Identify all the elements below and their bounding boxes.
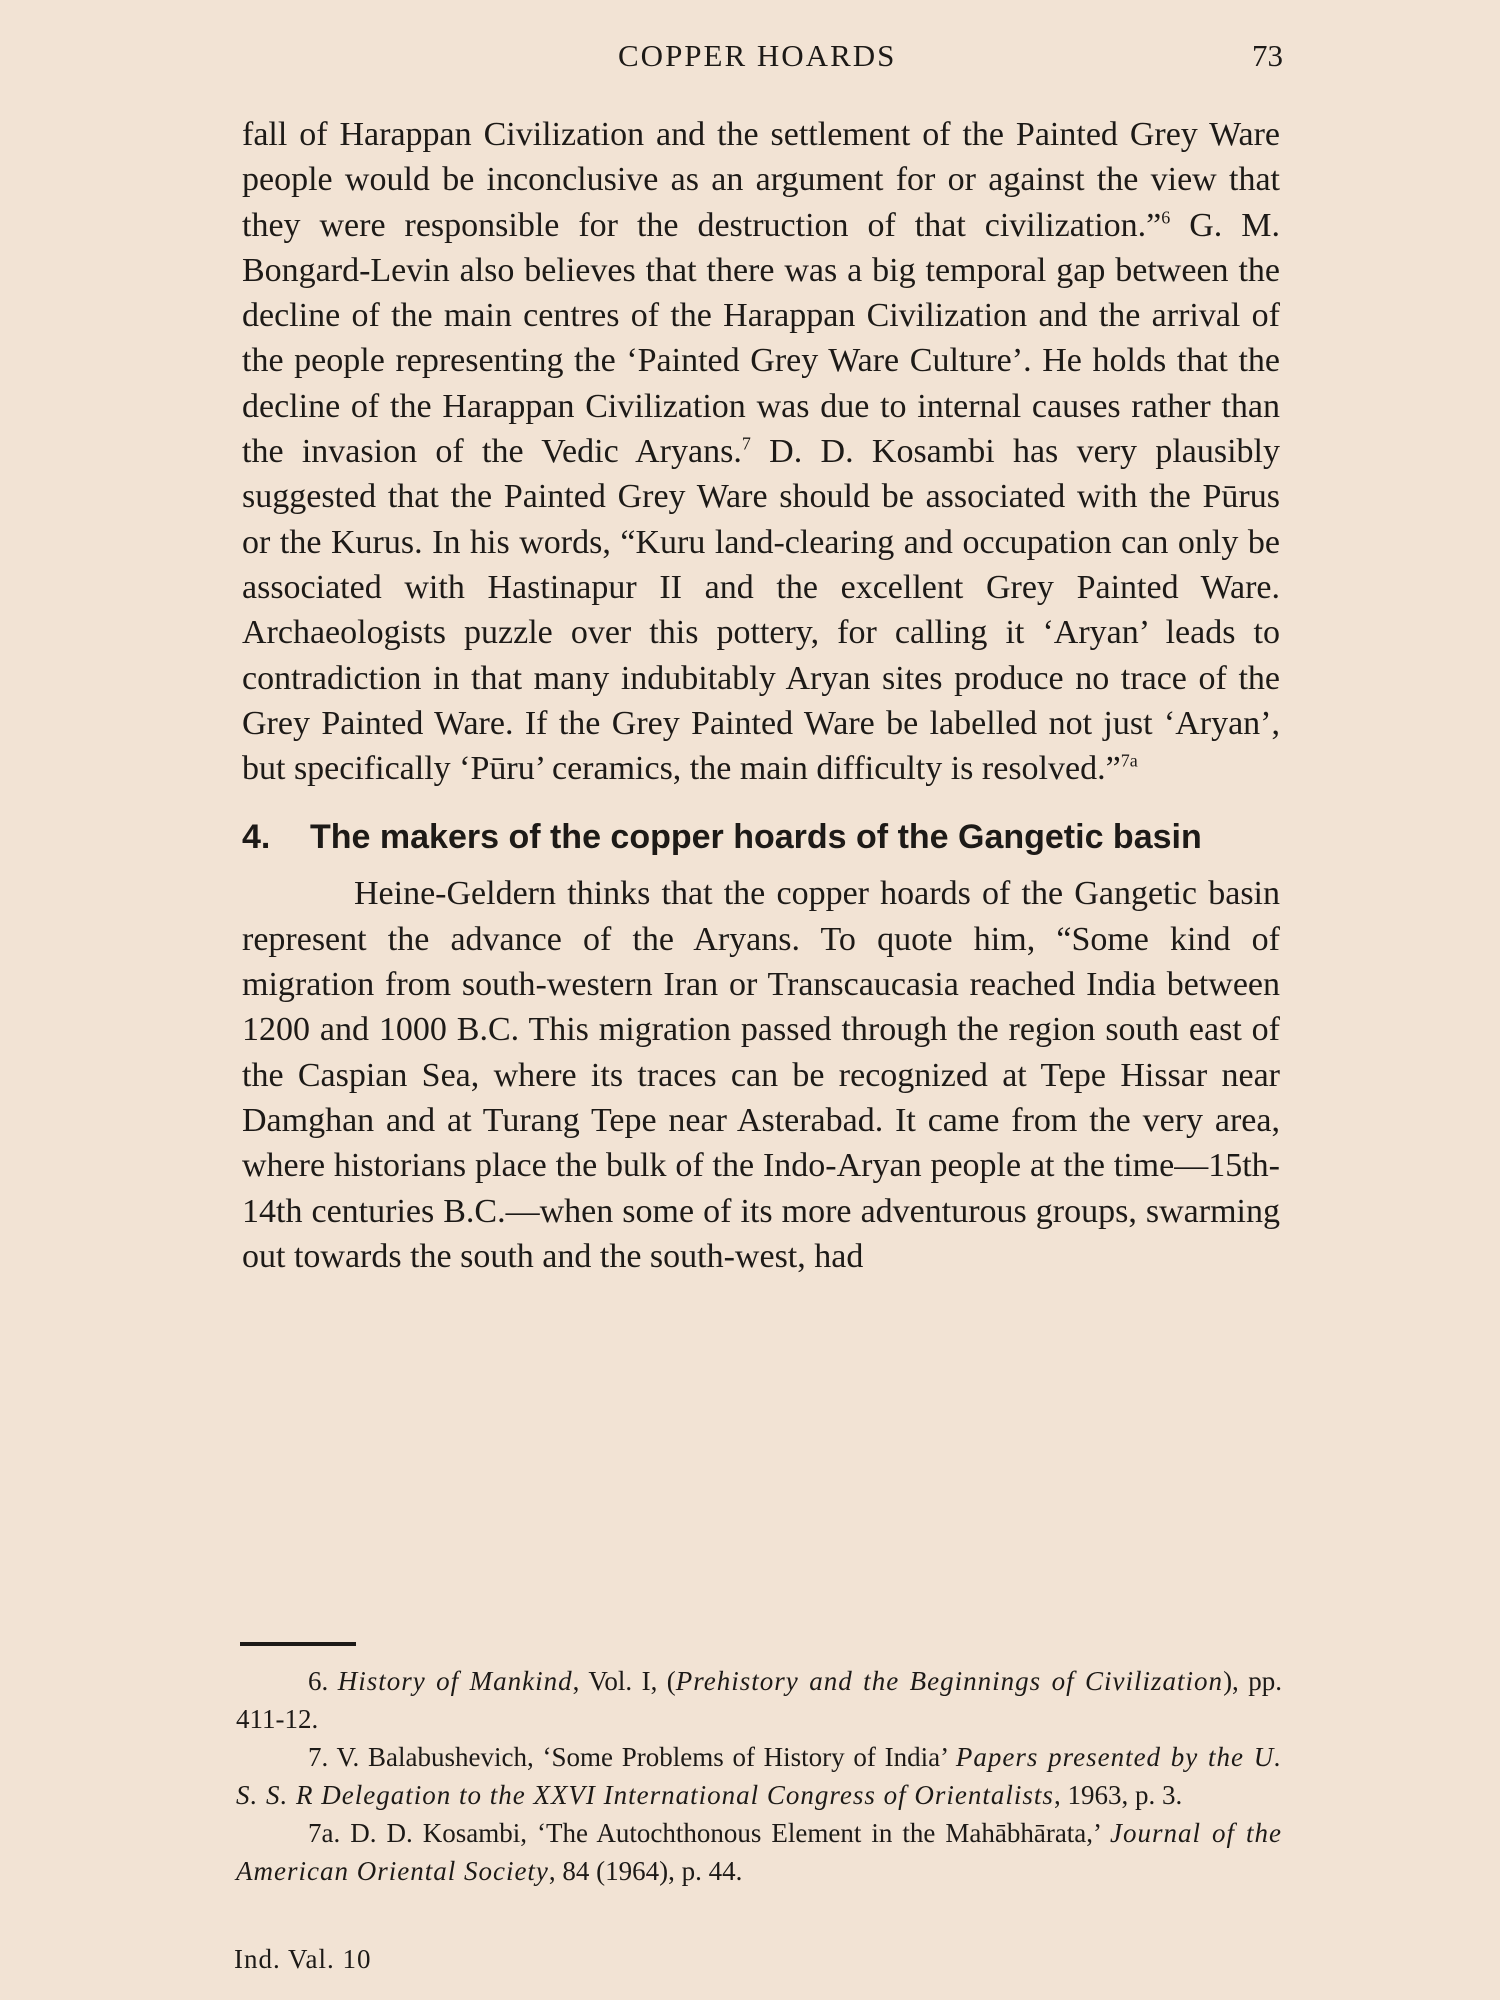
- footnote-7a: [236, 1814, 1282, 1890]
- footnote-number: 7a.: [308, 1818, 341, 1848]
- footnote-ref-7: 7: [741, 433, 751, 454]
- running-head-title: COPPER HOARDS: [618, 38, 897, 73]
- paragraph-text: G. M. Bongard-Levin also believes that there was a big temporal gap between the decline of the main centres of the Harappan Civilization and the arrival of the people representing the ‘Painted Grey Ware Culture’. He holds that the decline of the Harappan Civilization was due to internal causes rather than the invasion of the Vedic Aryans.: [242, 206, 1280, 471]
- footnotes: [236, 1662, 1282, 1890]
- footnote-text: V. Balabushevich, ‘Some Problems of History of India’: [336, 1742, 956, 1772]
- section-heading: [242, 817, 1280, 857]
- footnote-journal: Journal of the American Oriental Society: [236, 1818, 1283, 1886]
- footnote-text: , 1963, p. 3.: [1053, 1780, 1183, 1810]
- paragraph: Heine-Geldern thinks that the copper hoards of the Gangetic basin represent the advance of the Aryans. To quote him, “Some kind of migration from south-western Iran or Transcaucasia reached India between 1200 and 1000 B.C. This migration passed through the region south east of the Caspian Sea, where its traces can be recognized at Tepe Hissar near Damghan and at Turang Tepe near Asterabad. It came from the very area, where historians place the bulk of the Indo-Aryan people at the time—15th-14th centuries B.C.—when some of its more adventurous groups, swarming out towards the south and the south-west, had: [242, 875, 1280, 1275]
- paragraph-continued: [242, 112, 1280, 791]
- footnote-text: ), pp. 411-12.: [236, 1666, 1283, 1734]
- footnote-ref-7a: 7a: [1120, 750, 1138, 771]
- footnote-rule: [240, 1642, 356, 1646]
- running-head: [0, 28, 1500, 88]
- footnote-text: , 84 (1964), p. 44.: [548, 1856, 743, 1886]
- footnote-number: 6.: [308, 1666, 329, 1696]
- footnote-7: [236, 1738, 1282, 1814]
- footnote-ref-6: 6: [1161, 207, 1171, 228]
- printer-signature: Ind. Val. 10: [234, 1944, 372, 1974]
- body-text: [242, 112, 1280, 1279]
- footnote-book-title: History of Mankind: [337, 1666, 573, 1696]
- section-number: 4.: [242, 818, 271, 857]
- page-number: 73: [1252, 38, 1283, 73]
- footnote-number: 7.: [308, 1742, 329, 1772]
- footnote-6: [236, 1662, 1282, 1738]
- paragraph-text: fall of Harappan Civilization and the settlement of the Painted Grey Ware people would be inconclusive as an argument for or against the view that they were responsible for the destruction of that civilization.”: [242, 116, 1280, 244]
- footnote-text: , Vol. I, (: [572, 1666, 676, 1696]
- footnote-subtitle: Prehistory and the Beginnings of Civilization: [675, 1666, 1224, 1696]
- footnote-text: D. D. Kosambi, ‘The Autochthonous Element in the Mahābhārata,’: [350, 1818, 1111, 1848]
- paragraph-text: D. D. Kosambi has very plausibly suggested that the Painted Grey Ware should be associated with the Pūrus or the Kurus. In his words, “Kuru land-clearing and occupation can only be associated with Hastinapur II and the excellent Grey Painted Ware. Archaeologists puzzle over this pottery, for calling it ‘Aryan’ leads to contradiction in that many indubitably Aryan sites produce no trace of the Grey Painted Ware. If the Grey Painted Ware be labelled not just ‘Aryan’, but specifically ‘Pūru’ ceramics, the main difficulty is resolved.”: [242, 433, 1281, 788]
- section-title: The makers of the copper hoards of the Gangetic basin: [310, 818, 1202, 857]
- footnote-journal: Papers presented by the U. S. S. R Delegation to the XXVI International Congress of Orientalists: [236, 1742, 1282, 1810]
